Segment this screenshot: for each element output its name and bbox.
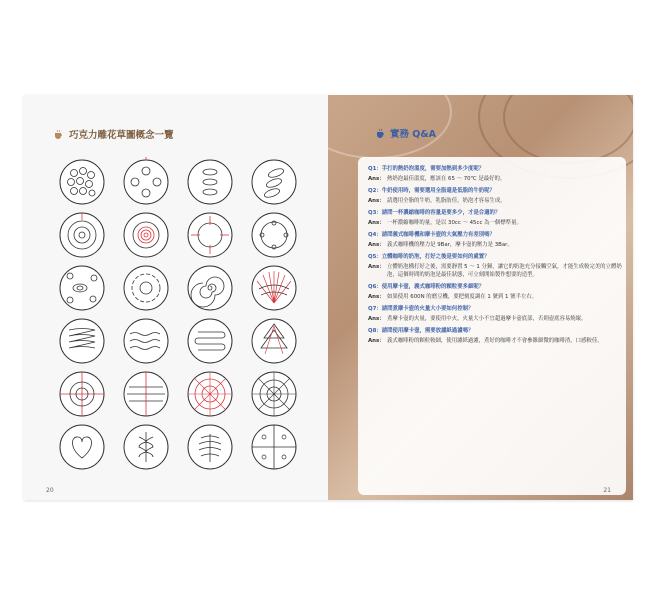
answer-text: 熱奶泡最佳溫度，應該在 65 ～ 70℃ 是最好的。 (387, 176, 506, 182)
left-page (24, 95, 328, 500)
qa-item (368, 253, 626, 279)
answer-text: 請選用全脂的牛奶，乳脂肪佳，奶泡才容易生成。 (387, 198, 506, 204)
qa-item (368, 231, 626, 249)
answer-label: Ans： (368, 198, 385, 204)
pattern-grid-lines (121, 369, 171, 419)
pattern-red-center-rings (121, 210, 171, 260)
answer-text: 義式咖啡粉的顆粒較細，使用濾紙過濾，煮好的咖啡才不會參雜細微的咖啡渣，口感較佳。 (387, 338, 603, 344)
answer-text: 煮摩卡壺的火量，要使用中火，火量大小不宜超過摩卡壺底部，否則壺底容易燒壞。 (387, 316, 587, 322)
question-text: Q2：牛奶使用時，需要選用全脂還是低脂的牛奶呢？ (368, 188, 495, 194)
answer-text: 一杯濃縮咖啡的量，是以 30cc ～ 45cc 為一個標準量。 (387, 220, 522, 226)
qa-title-row (376, 126, 436, 140)
qa-list (368, 165, 626, 349)
pattern-heart (57, 422, 107, 472)
pattern-loops (185, 316, 235, 366)
pattern-spiral (185, 263, 235, 313)
qa-item (368, 165, 626, 183)
question-text: Q3：請問一杯濃縮咖啡的容量是要多少，才是合適的？ (368, 210, 501, 216)
pattern-rosetta (185, 422, 235, 472)
answer-text: 義式咖啡機的壓力是 9Bar，摩卡壺的壓力是 3Bar。 (387, 242, 513, 248)
question-text: Q5：立體咖啡的奶泡，打好之後是要如何的處置？ (368, 254, 490, 260)
answer-label: Ans： (368, 294, 385, 300)
answer-label: Ans： (368, 220, 385, 226)
coffee-cup-icon (376, 128, 386, 138)
pattern-tree (249, 316, 299, 366)
latte-pattern-grid (50, 155, 306, 475)
qa-item (368, 283, 626, 301)
pattern-leaf (121, 422, 171, 472)
book-spread (24, 95, 633, 500)
pattern-concentric-rings (57, 210, 107, 260)
answer-text: 立體奶泡構打好之後，需要靜置 5 ～ 1 分鐘，讓它的奶泡充分接觸空氣，才能生成較完美的立體奶泡，這個時間的奶泡是最佳狀態，可立刻開始製作想要的造型。 (387, 264, 622, 278)
question-text: Q7：請問煮摩卡壺的火量大小要如何控制？ (368, 306, 474, 312)
right-page-number: 21 (603, 487, 611, 494)
answer-label: Ans： (368, 264, 385, 270)
pattern-tilted-ovals (249, 157, 299, 207)
qa-item (368, 327, 626, 345)
pattern-wavy (121, 316, 171, 366)
pattern-fan-lines (249, 263, 299, 313)
pattern-arrows-inward (185, 210, 235, 260)
answer-label: Ans： (368, 338, 385, 344)
left-page-title: 巧克力雕花草圖概念一覽 (69, 130, 174, 141)
pattern-red-web (185, 369, 235, 419)
question-text: Q6：使用摩卡壺，義式咖啡粉的顆粒要多細呢？ (368, 284, 485, 290)
answer-label: Ans： (368, 242, 385, 248)
qa-item (368, 305, 626, 323)
pattern-four-dots-ring (249, 210, 299, 260)
pattern-dots-many (57, 157, 107, 207)
pattern-swirl-dots (57, 263, 107, 313)
pattern-radial-web (249, 369, 299, 419)
qa-title: 實務 Q&A (390, 129, 437, 140)
coffee-cup-icon (54, 129, 64, 139)
left-page-title-row (54, 127, 174, 141)
pattern-cross-target (57, 369, 107, 419)
pattern-dotted-ring (121, 263, 171, 313)
question-text: Q1：手打的熱奶泡溫度，需要加熱到多少度呢？ (368, 166, 485, 172)
qa-item (368, 209, 626, 227)
question-text: Q8：請問使用摩卡壺，需要放濾紙過濾嗎？ (368, 328, 474, 334)
pattern-quarter-dots (249, 422, 299, 472)
pattern-three-ovals (185, 157, 235, 207)
left-page-number: 20 (46, 487, 54, 494)
question-text: Q4：請問義式咖啡機和摩卡壺的大氣壓力有差別嗎？ (368, 232, 495, 238)
pattern-four-circles (121, 157, 171, 207)
pattern-zigzag (57, 316, 107, 366)
answer-label: Ans： (368, 176, 385, 182)
qa-item (368, 187, 626, 205)
answer-label: Ans： (368, 316, 385, 322)
answer-text: 如果使用 600N 的磨豆機，要把刻度調在 1 號到 1 號半左右。 (387, 294, 538, 300)
right-page (328, 95, 633, 500)
